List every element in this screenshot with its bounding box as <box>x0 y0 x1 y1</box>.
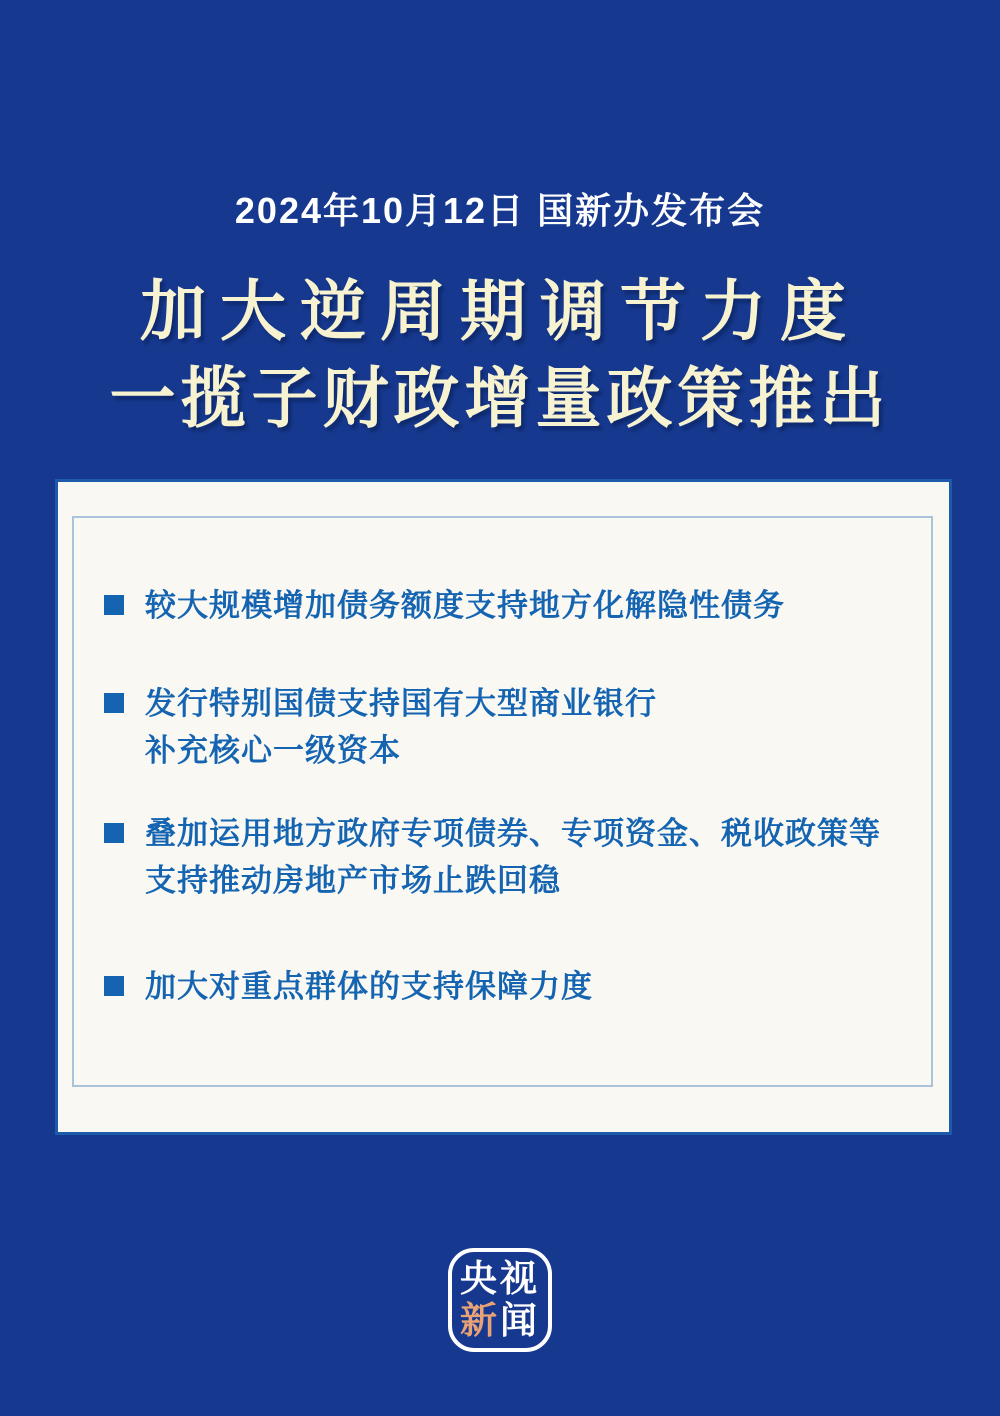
bullet-line: 较大规模增加债务额度支持地方化解隐性债务 <box>145 588 785 623</box>
policy-bullet-list <box>104 582 911 1010</box>
bullet-line: 发行特别国债支持国有大型商业银行 <box>145 686 657 721</box>
list-item <box>104 582 911 629</box>
page-title-line-1: 加大逆周期调节力度 <box>140 274 860 348</box>
bullet-text <box>145 582 785 629</box>
logo-text-row-1 <box>460 1258 540 1300</box>
logo-text-row-2 <box>460 1300 540 1342</box>
bullet-line: 补充核心一级资本 <box>145 733 401 768</box>
bullet-text <box>145 963 593 1010</box>
bullet-line: 叠加运用地方政府专项债券、专项资金、税收政策等 <box>145 816 881 851</box>
bullet-line: 加大对重点群体的支持保障力度 <box>145 969 593 1004</box>
page-title-line-2: 一揽子财政增量政策推出 <box>109 361 891 435</box>
policy-card <box>55 479 952 1135</box>
bullet-text <box>145 810 881 904</box>
bullet-line: 支持推动房地产市场止跌回稳 <box>145 863 561 898</box>
cctv-news-logo <box>448 1248 552 1352</box>
bullet-square-icon <box>104 823 124 843</box>
list-item <box>104 810 911 904</box>
logo-text-yangshi: 央视 <box>460 1258 540 1299</box>
bullet-square-icon <box>104 595 124 615</box>
list-item <box>104 963 911 1010</box>
date-line: 2024年10月12日 国新办发布会 <box>234 190 766 231</box>
logo-text-wen: 闻 <box>500 1300 540 1341</box>
bullet-square-icon <box>104 693 124 713</box>
page-title <box>0 268 1000 442</box>
logo-text-xin-accent: 新 <box>460 1300 500 1341</box>
list-item <box>104 680 911 774</box>
bullet-square-icon <box>104 976 124 996</box>
bullet-text <box>145 680 657 774</box>
